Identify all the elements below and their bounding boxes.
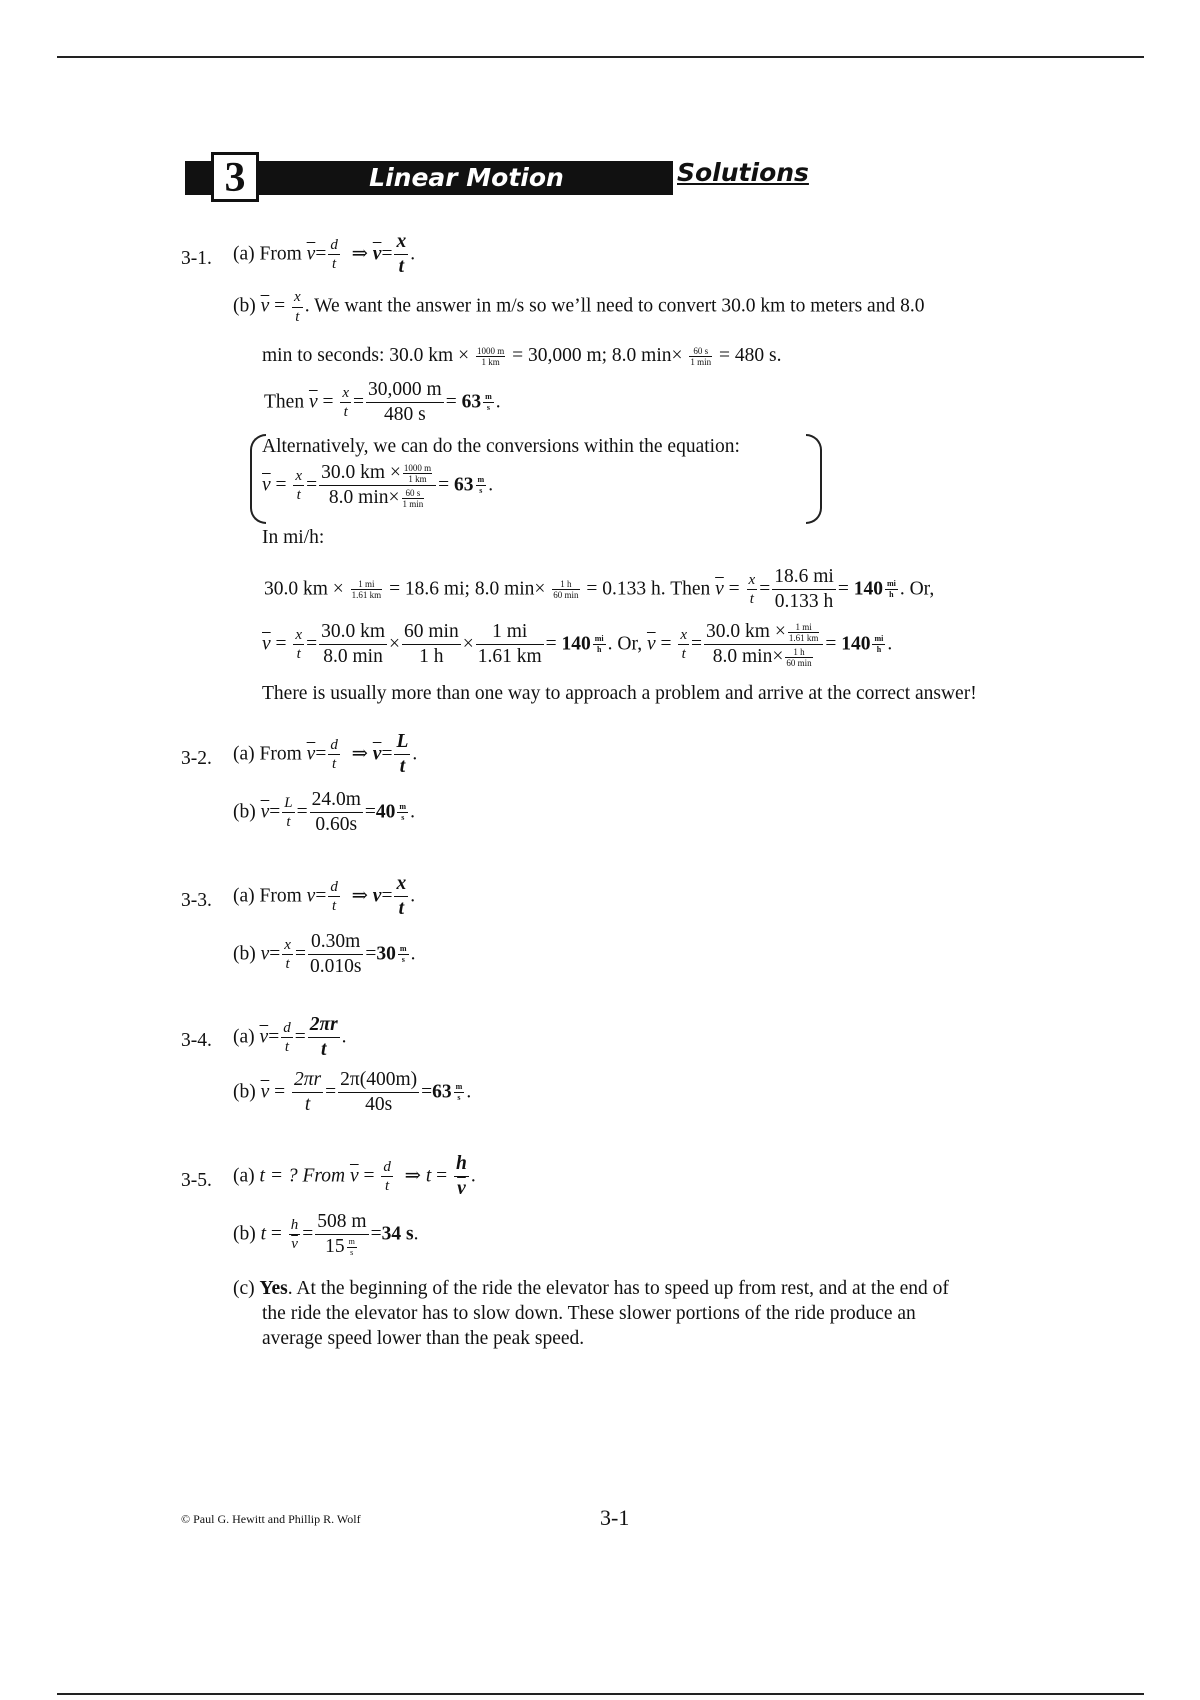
problem-3-1-closing: There is usually more than one way to approach a problem and arrive at the correct answer! bbox=[262, 683, 977, 704]
problem-3-1-mih-line1: 30.0 km × $\frac{1 mi}{1.61 km}$ = 18.6 mi; 8.0 min× $\frac{1 h}{60 \min}$ = 0.133 h. Then $\overline{v}$ = $\frac{x}{t}$ = $\frac{18.6 mi}{0.133 h}$ = 140 $\frac{mi}{h}$ . Or, bbox=[264, 566, 935, 613]
problem-3-2a: (a) From $\overline{v}=$ $\frac{d}{t}$ ⇒ $\overline{v}=$ $\frac{L}{t}$ . bbox=[233, 731, 418, 778]
problem-3-3a: (a) From v= $\frac{d}{t}$ ⇒ v= $\frac{x}{t}$ . bbox=[233, 873, 416, 920]
problem-3-5c: (c) Yes. At the beginning of the ride the elevator has to speed up from rest, and at the end of the ride the elevator has to slow down. These slower portions of the ride produce an average speed lower than the peak speed. bbox=[233, 1278, 949, 1349]
copyright-notice: © Paul G. Hewitt and Phillip R. Wolf bbox=[181, 1512, 361, 1526]
problem-3-4b: (b) $\overline{v}$ = $\frac{2\pi r}{t}$ = $\frac{2\pi(400m)}{40s}$ =63 $\frac{m}{s}$ . bbox=[233, 1069, 472, 1116]
problem-number-3-1: 3-1. bbox=[181, 248, 212, 269]
problem-3-1-alt-text: Alternatively, we can do the conversions within the equation: bbox=[262, 436, 740, 457]
problem-number-3-4: 3-4. bbox=[181, 1030, 212, 1051]
problem-3-1-mih-line2: $\overline{v}$ = $\frac{x}{t}$ = $\frac{30.0 km}{8.0 \min}$ × $\frac{60 \min}{1 h}$ × $\frac{1 mi}{1.61 km}$ = 140 $\frac{mi}{h}$ . Or, $\overline{v}$ = $\frac{x}{t}$ = 30.0 km × $\frac{1 mi}{1.61 km}$ 8.0 min× $\frac{1 h}{60 \min}$ = 140 $\frac{mi}{h}$ . bbox=[262, 621, 893, 669]
problem-3-1b-line1: (b) $\overline{v}$ = $\frac{x}{t}$ . We want the answer in m/s so we’ll need to convert 30.0 km to meters and 8.0 bbox=[233, 289, 925, 325]
bottom-rule bbox=[57, 1693, 1144, 1695]
problem-3-1-mih-label: In mi/h: bbox=[262, 527, 325, 548]
right-parenthesis bbox=[806, 434, 822, 524]
problem-number-3-3: 3-3. bbox=[181, 890, 212, 911]
problem-3-3b: (b) v= $\frac{x}{t}$ = $\frac{0.30m}{0.010s}$ =30 $\frac{m}{s}$ . bbox=[233, 931, 416, 978]
problem-3-1a: (a) From $\overline{v}=$ $\frac{d}{t}$ ⇒ $\overline{v}=$ $\frac{x}{t}$ . bbox=[233, 231, 416, 278]
problem-3-5a: (a) t = ? From $\overline{v}$ = $\frac{d}{t}$ ⇒ t = $\frac{h}{v}$ . bbox=[233, 1153, 476, 1200]
problem-3-1-alt-equation: $\overline{v}$ = $\frac{x}{t}$ = 30.0 km × $\frac{1000 m}{1 km}$ 8.0 min× $\frac{60 s}{1 \min}$ = 63 $\frac{m}{s}$ . bbox=[262, 462, 494, 510]
problem-3-4a: (a) $\overline{v}=$ $\frac{d}{t}$ = $\frac{2\pi r}{t}$ . bbox=[233, 1014, 347, 1061]
top-rule bbox=[57, 56, 1144, 58]
solutions-label: Solutions bbox=[677, 158, 809, 187]
problem-3-1b-line2: min to seconds: 30.0 km × $\frac{1000 m}{1 km}$ = 30,000 m; 8.0 min× $\frac{60 s}{1 \min}$ = 480 s. bbox=[262, 345, 782, 368]
chapter-title: Linear Motion bbox=[369, 163, 564, 192]
result-63: 63 bbox=[461, 391, 482, 413]
problem-3-1b-text: . We want the answer in m/s so we’ll need to convert 30.0 km to meters and 8.0 bbox=[304, 295, 925, 317]
problem-3-2b: (b) $\overline{v}=$ $\frac{L}{t}$ = $\frac{24.0m}{0.60s}$ =40 $\frac{m}{s}$ . bbox=[233, 789, 415, 836]
problem-3-5b: (b) t = $\frac{h}{v}$ = 508 m 15 $\frac{m}{s}$ =34 s. bbox=[233, 1211, 419, 1258]
part-label: (a) From bbox=[233, 243, 302, 265]
problem-3-1b-then: Then $\overline{v}$ = $\frac{x}{t}$ = $\frac{30,000 m}{480 s}$ = 63 $\frac{m}{s}$ . bbox=[264, 379, 501, 426]
problem-number-3-2: 3-2. bbox=[181, 748, 212, 769]
chapter-number-box: 3 bbox=[211, 152, 259, 202]
problem-number-3-5: 3-5. bbox=[181, 1170, 212, 1191]
page-number: 3-1 bbox=[600, 1505, 630, 1530]
